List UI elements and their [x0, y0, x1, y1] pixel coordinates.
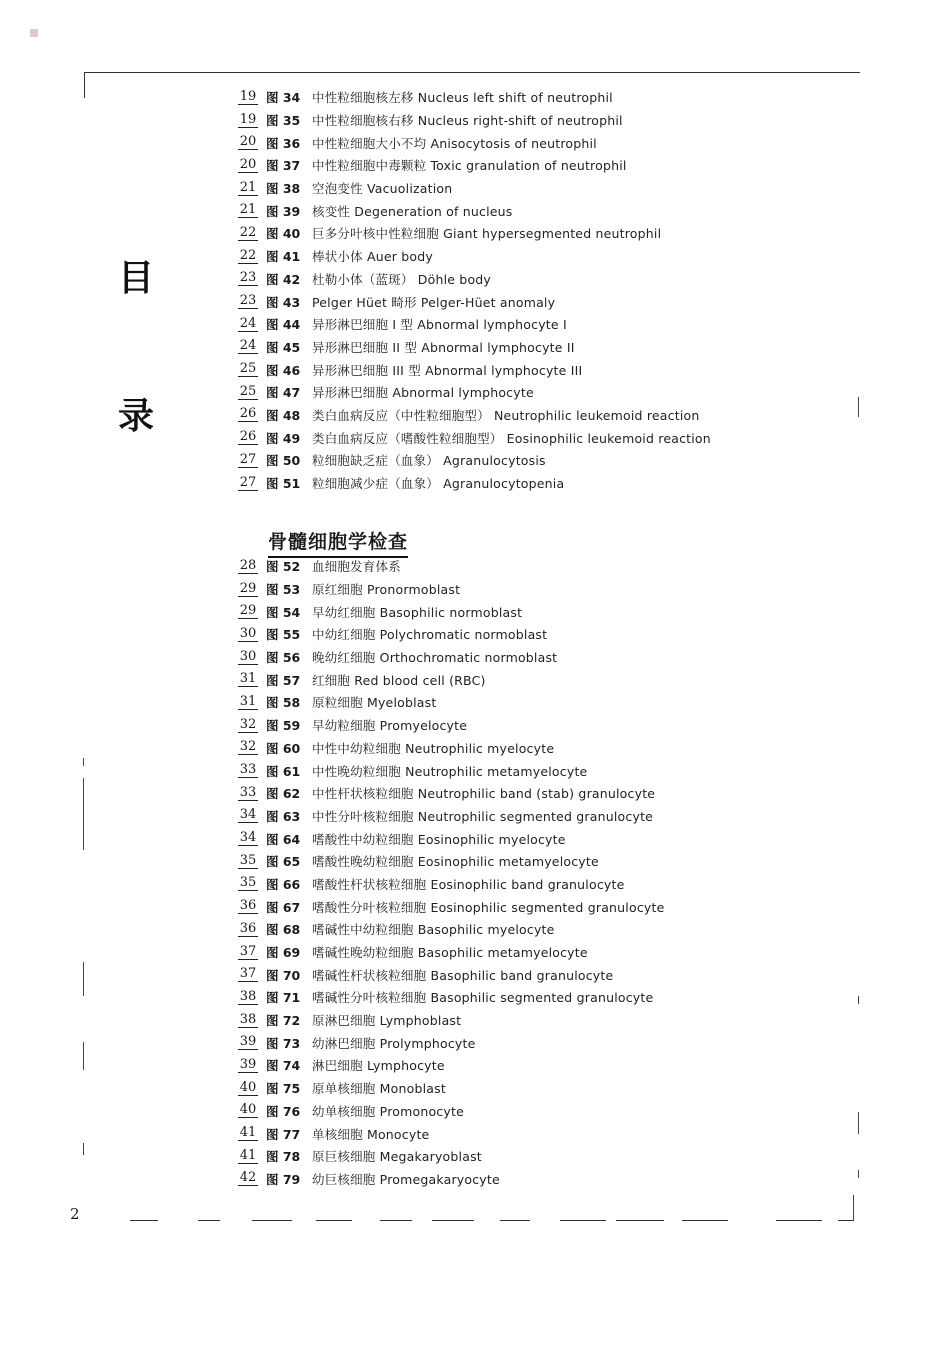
page-ref: 24 — [239, 315, 257, 331]
side-title-char-1: 目 — [118, 258, 155, 299]
contents-entry — [238, 154, 858, 177]
page-ref: 33 — [239, 762, 257, 778]
contents-entry — [238, 782, 858, 805]
figure-number: 图 58 — [266, 695, 301, 711]
page-ref: 38 — [239, 1011, 257, 1027]
page-ref: 25 — [239, 383, 257, 399]
figure-number: 图 73 — [266, 1035, 301, 1051]
figure-number: 图 49 — [266, 430, 301, 446]
top-tick — [84, 72, 85, 98]
page-ref: 34 — [239, 830, 257, 846]
figure-number: 图 79 — [266, 1171, 301, 1187]
edge-line — [83, 758, 84, 766]
bottom-dash — [380, 1220, 412, 1221]
figure-number: 图 42 — [266, 271, 301, 287]
figure-number: 图 67 — [266, 899, 301, 915]
figure-number: 图 63 — [266, 808, 301, 824]
page-ref: 30 — [239, 648, 257, 664]
page-ref: 29 — [239, 603, 257, 619]
contents-entry — [238, 759, 858, 782]
figure-number: 图 59 — [266, 718, 301, 734]
bottom-dash — [500, 1220, 530, 1221]
contents-entry — [238, 850, 858, 873]
contents-entry — [238, 986, 858, 1009]
page-ref: 20 — [239, 156, 257, 172]
contents-entry — [238, 873, 858, 896]
bottom-dash — [252, 1220, 292, 1221]
figure-number: 图 46 — [266, 362, 301, 378]
page-ref: 32 — [239, 716, 257, 732]
contents-entry — [238, 714, 858, 737]
contents-entry — [238, 1077, 858, 1100]
entry-title: 嗜酸性杆状核粒细胞 Eosinophilic band granulocyte — [312, 876, 625, 892]
entry-title: 核变性 Degeneration of nucleus — [312, 203, 513, 219]
contents-entry — [238, 1009, 858, 1032]
edge-line — [858, 1170, 859, 1178]
figure-number: 图 66 — [266, 876, 301, 892]
contents-entry — [238, 358, 858, 381]
contents-entry — [238, 963, 858, 986]
figure-number: 图 64 — [266, 831, 301, 847]
page-ref: 22 — [239, 247, 257, 263]
entry-title: 杜勒小体（蓝斑） Döhle body — [312, 271, 492, 287]
contents-entry — [238, 600, 858, 623]
page-ref: 41 — [239, 1147, 257, 1163]
entry-title: 血细胞发育体系 — [312, 559, 401, 575]
contents-entry — [238, 941, 858, 964]
figure-number: 图 65 — [266, 854, 301, 870]
page-ref: 28 — [239, 557, 257, 573]
page-ref: 27 — [239, 451, 257, 467]
entry-title: 类白血病反应（中性粒细胞型） Neutrophilic leukemoid reaction — [312, 407, 700, 423]
page-ref: 29 — [239, 580, 257, 596]
figure-number: 图 77 — [266, 1126, 301, 1142]
entry-title: 嗜碱性晚幼粒细胞 Basophilic metamyelocyte — [312, 945, 588, 961]
contents-entry — [238, 290, 858, 313]
entry-title: 早幼红细胞 Basophilic normoblast — [312, 604, 523, 620]
figure-number: 图 61 — [266, 763, 301, 779]
entry-title: 中性粒细胞核右移 Nucleus right-shift of neutrophil — [312, 113, 623, 129]
contents-entry — [238, 1054, 858, 1077]
figure-number: 图 35 — [266, 113, 301, 129]
page-ref: 21 — [239, 179, 257, 195]
page-ref: 20 — [239, 134, 257, 150]
figure-number: 图 54 — [266, 604, 301, 620]
edge-line — [858, 996, 859, 1004]
edge-line — [83, 778, 84, 850]
contents-entry — [238, 895, 858, 918]
figure-number: 图 76 — [266, 1103, 301, 1119]
page-ref: 34 — [239, 807, 257, 823]
contents-entry — [238, 449, 858, 472]
bottom-dash — [560, 1220, 606, 1221]
entry-title: 嗜碱性分叶核粒细胞 Basophilic segmented granulocyte — [312, 990, 654, 1006]
entry-title: 棒状小体 Auer body — [312, 249, 433, 265]
contents-entry — [238, 131, 858, 154]
entry-title: 淋巴细胞 Lymphocyte — [312, 1058, 445, 1074]
bottom-dash — [316, 1220, 352, 1221]
entry-title: 原淋巴细胞 Lymphoblast — [312, 1013, 462, 1029]
contents-entry — [238, 404, 858, 427]
contents-entry — [238, 1031, 858, 1054]
entry-title: 中性粒细胞核左移 Nucleus left shift of neutrophil — [312, 90, 613, 106]
entry-title: 空泡变性 Vacuolization — [312, 181, 453, 197]
entry-title: 粒细胞缺乏症（血象） Agranulocytosis — [312, 453, 546, 469]
contents-entry — [238, 86, 858, 109]
contents-entry — [238, 1100, 858, 1123]
contents-entry — [238, 472, 858, 495]
figure-number: 图 62 — [266, 786, 301, 802]
edge-line — [83, 1042, 84, 1070]
entry-title: 异形淋巴细胞 I 型 Abnormal lymphocyte I — [312, 317, 567, 333]
figure-number: 图 41 — [266, 249, 301, 265]
page-ref: 37 — [239, 943, 257, 959]
page-ref: 21 — [239, 202, 257, 218]
contents-entry — [238, 646, 858, 669]
entry-title: 中幼红细胞 Polychromatic normoblast — [312, 627, 548, 643]
entry-title: 中性杆状核粒细胞 Neutrophilic band (stab) granulocyte — [312, 786, 656, 802]
contents-entry — [238, 578, 858, 601]
entry-title: 巨多分叶核中性粒细胞 Giant hypersegmented neutrophil — [312, 226, 662, 242]
figure-number: 图 56 — [266, 650, 301, 666]
page-ref: 40 — [239, 1102, 257, 1118]
page-ref: 37 — [239, 966, 257, 982]
page-ref: 25 — [239, 361, 257, 377]
bottom-dash — [776, 1220, 822, 1221]
figure-number: 图 72 — [266, 1013, 301, 1029]
page-ref: 41 — [239, 1125, 257, 1141]
entry-title: 异形淋巴细胞 Abnormal lymphocyte — [312, 385, 534, 401]
edge-line — [83, 1143, 84, 1155]
figure-number: 图 78 — [266, 1149, 301, 1165]
entry-title: 异形淋巴细胞 III 型 Abnormal lymphocyte III — [312, 362, 583, 378]
page-ref: 23 — [239, 293, 257, 309]
page-ref: 42 — [239, 1170, 257, 1186]
page-ref: 19 — [239, 88, 257, 104]
figure-number: 图 75 — [266, 1081, 301, 1097]
contents-entry — [238, 827, 858, 850]
entry-title: 早幼粒细胞 Promyelocyte — [312, 718, 468, 734]
page-ref: 19 — [239, 111, 257, 127]
section-title: 骨髓细胞学检查 — [268, 527, 408, 558]
entry-title: Pelger Hüet 畸形 Pelger-Hüet anomaly — [312, 294, 556, 310]
contents-entry — [238, 555, 858, 578]
top-rule — [84, 72, 860, 73]
contents-entry — [238, 336, 858, 359]
contents-entry — [238, 737, 858, 760]
figure-number: 图 55 — [266, 627, 301, 643]
contents-entry — [238, 199, 858, 222]
contents-entry — [238, 109, 858, 132]
contents-entry — [238, 1145, 858, 1168]
entry-title: 嗜碱性中幼粒细胞 Basophilic myelocyte — [312, 922, 555, 938]
page-ref: 39 — [239, 1034, 257, 1050]
contents-entry — [238, 381, 858, 404]
side-title-char-2: 录 — [118, 396, 155, 437]
page-ref: 36 — [239, 920, 257, 936]
entry-title: 中性粒细胞大小不均 Anisocytosis of neutrophil — [312, 135, 597, 151]
contents-entry — [238, 426, 858, 449]
figure-number: 图 50 — [266, 453, 301, 469]
figure-number: 图 60 — [266, 740, 301, 756]
bottom-dash — [432, 1220, 474, 1221]
entry-title: 原巨核细胞 Megakaryoblast — [312, 1149, 482, 1165]
contents-entry — [238, 691, 858, 714]
contents-entry — [238, 177, 858, 200]
entry-title: 粒细胞减少症（血象） Agranulocytopenia — [312, 476, 565, 492]
figure-number: 图 51 — [266, 476, 301, 492]
contents-entry — [238, 623, 858, 646]
contents-entry — [238, 918, 858, 941]
figure-number: 图 74 — [266, 1058, 301, 1074]
entry-title: 红细胞 Red blood cell (RBC) — [312, 672, 486, 688]
page-ref: 39 — [239, 1056, 257, 1072]
bottom-dash — [616, 1220, 664, 1221]
page-ref: 36 — [239, 898, 257, 914]
page-ref: 35 — [239, 852, 257, 868]
page-ref: 31 — [239, 671, 257, 687]
figure-number: 图 57 — [266, 672, 301, 688]
contents-entry — [238, 1168, 858, 1191]
figure-number: 图 70 — [266, 967, 301, 983]
bottom-dash — [198, 1220, 220, 1221]
figure-number: 图 69 — [266, 945, 301, 961]
contents-entry — [238, 222, 858, 245]
entry-title: 中性晚幼粒细胞 Neutrophilic metamyelocyte — [312, 763, 588, 779]
page-ref: 33 — [239, 784, 257, 800]
bottom-dash — [130, 1220, 158, 1221]
entry-title: 原单核细胞 Monoblast — [312, 1081, 446, 1097]
entry-title: 嗜碱性杆状核粒细胞 Basophilic band granulocyte — [312, 967, 614, 983]
figure-number: 图 48 — [266, 407, 301, 423]
entry-title: 中性粒细胞中毒颗粒 Toxic granulation of neutrophil — [312, 158, 627, 174]
contents-entry — [238, 805, 858, 828]
entry-title: 原粒细胞 Myeloblast — [312, 695, 437, 711]
corner-mark — [30, 29, 38, 37]
page-ref: 27 — [239, 474, 257, 490]
figure-number: 图 71 — [266, 990, 301, 1006]
edge-line — [83, 962, 84, 996]
contents-entry — [238, 668, 858, 691]
figure-number: 图 38 — [266, 181, 301, 197]
entry-title: 嗜酸性分叶核粒细胞 Eosinophilic segmented granulocyte — [312, 899, 665, 915]
entry-title: 嗜酸性晚幼粒细胞 Eosinophilic metamyelocyte — [312, 854, 599, 870]
contents-entry — [238, 1122, 858, 1145]
page-ref: 22 — [239, 224, 257, 240]
page-ref: 23 — [239, 270, 257, 286]
page-ref: 31 — [239, 693, 257, 709]
figure-number: 图 36 — [266, 135, 301, 151]
entry-title: 幼单核细胞 Promonocyte — [312, 1103, 464, 1119]
figure-number: 图 52 — [266, 559, 301, 575]
entry-title: 晚幼红细胞 Orthochromatic normoblast — [312, 650, 558, 666]
figure-number: 图 68 — [266, 922, 301, 938]
entry-title: 幼淋巴细胞 Prolymphocyte — [312, 1035, 476, 1051]
contents-entry — [238, 245, 858, 268]
figure-number: 图 34 — [266, 90, 301, 106]
entry-title: 幼巨核细胞 Promegakaryocyte — [312, 1171, 500, 1187]
entry-title: 原红细胞 Pronormoblast — [312, 582, 461, 598]
entry-title: 异形淋巴细胞 II 型 Abnormal lymphocyte II — [312, 339, 575, 355]
figure-number: 图 40 — [266, 226, 301, 242]
contents-entry — [238, 268, 858, 291]
edge-line — [853, 1195, 854, 1220]
page-ref: 35 — [239, 875, 257, 891]
entry-title: 中性中幼粒细胞 Neutrophilic myelocyte — [312, 740, 555, 756]
entry-title: 嗜酸性中幼粒细胞 Eosinophilic myelocyte — [312, 831, 566, 847]
page-ref: 32 — [239, 739, 257, 755]
page-ref: 38 — [239, 988, 257, 1004]
figure-number: 图 44 — [266, 317, 301, 333]
edge-line — [858, 1112, 859, 1134]
page-number: 2 — [70, 1205, 80, 1223]
entry-title: 中性分叶核粒细胞 Neutrophilic segmented granulocyte — [312, 808, 654, 824]
contents-entry — [238, 313, 858, 336]
page-ref: 26 — [239, 429, 257, 445]
entry-title: 类白血病反应（嗜酸性粒细胞型） Eosinophilic leukemoid reaction — [312, 430, 711, 446]
contents-list-part-1 — [238, 86, 858, 494]
figure-number: 图 43 — [266, 294, 301, 310]
page-ref: 24 — [239, 338, 257, 354]
page-ref: 26 — [239, 406, 257, 422]
edge-line — [858, 397, 859, 417]
bottom-dash — [838, 1220, 854, 1221]
figure-number: 图 45 — [266, 339, 301, 355]
bottom-dash — [682, 1220, 728, 1221]
entry-title: 单核细胞 Monocyte — [312, 1126, 430, 1142]
figure-number: 图 47 — [266, 385, 301, 401]
figure-number: 图 37 — [266, 158, 301, 174]
contents-list-part-2 — [238, 555, 858, 1190]
figure-number: 图 39 — [266, 203, 301, 219]
page-ref: 40 — [239, 1079, 257, 1095]
figure-number: 图 53 — [266, 582, 301, 598]
page-ref: 30 — [239, 625, 257, 641]
